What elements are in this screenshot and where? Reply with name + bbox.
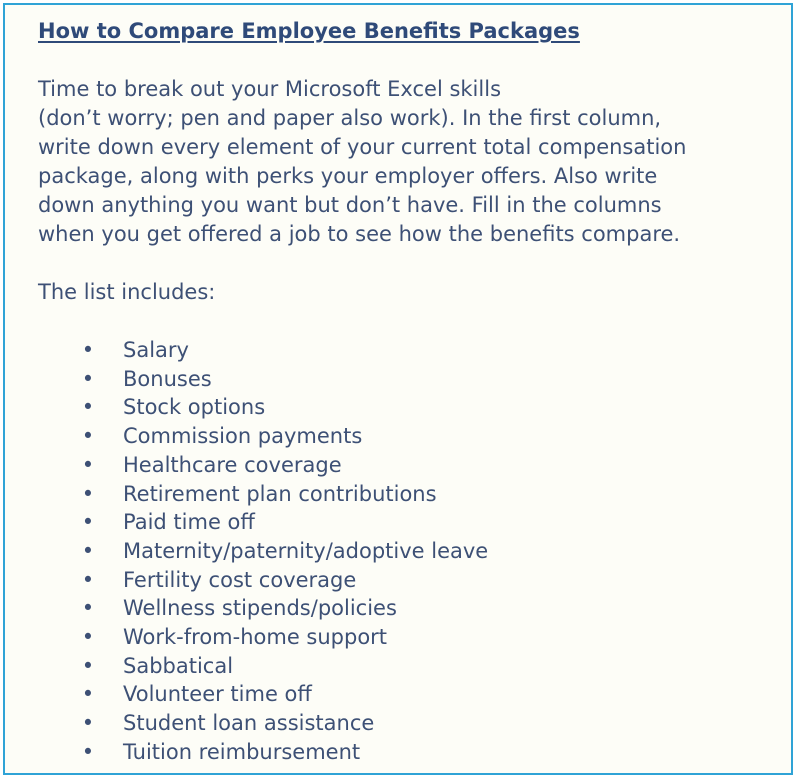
list-item-label: Work-from-home support <box>123 625 388 650</box>
list-item-label: Wellness stipends/policies <box>123 596 397 621</box>
list-item <box>38 393 788 422</box>
list-item-label: Paid time off <box>123 510 255 535</box>
list-item-label: Retirement plan contributions <box>123 481 437 506</box>
bullet-icon: • <box>81 625 95 650</box>
bullet-icon: • <box>81 682 95 707</box>
intro-line: down anything you want but don’t have. Fill in the columns <box>38 193 662 217</box>
bullet-icon: • <box>81 711 95 736</box>
list-item <box>38 680 788 709</box>
callout-content <box>38 17 788 767</box>
list-lead: The list includes: <box>38 280 216 304</box>
intro-line: (don’t worry; pen and paper also work). In the first column, <box>38 106 662 130</box>
callout-title: How to Compare Employee Benefits Packages <box>38 19 580 43</box>
bullet-icon: • <box>81 653 95 678</box>
bullet-icon: • <box>81 424 95 449</box>
list-item-label: Tuition reimbursement <box>123 739 361 764</box>
list-item-label: Student loan assistance <box>123 711 375 736</box>
list-item-label: Volunteer time off <box>123 682 312 707</box>
list-item <box>38 365 788 394</box>
bullet-icon: • <box>81 338 95 362</box>
list-item <box>38 709 788 738</box>
list-item-label: Maternity/paternity/adoptive leave <box>123 538 489 563</box>
list-item <box>38 652 788 681</box>
bullet-icon: • <box>81 538 95 563</box>
list-item <box>38 336 788 365</box>
list-item-label: Fertility cost coverage <box>123 567 357 592</box>
list-item <box>38 566 788 595</box>
list-item-label: Commission payments <box>123 424 363 449</box>
benefits-callout-box <box>3 3 793 775</box>
list-item <box>38 623 788 652</box>
list-item <box>38 480 788 509</box>
intro-paragraph <box>38 75 788 249</box>
bullet-icon: • <box>81 739 95 764</box>
bullet-icon: • <box>81 481 95 506</box>
list-item <box>38 451 788 480</box>
bullet-icon: • <box>81 596 95 621</box>
list-item-label: Sabbatical <box>123 653 234 678</box>
bullet-icon: • <box>81 452 95 477</box>
list-item-label: Healthcare coverage <box>123 452 342 477</box>
list-item <box>38 594 788 623</box>
list-item <box>38 738 788 767</box>
list-item <box>38 422 788 451</box>
intro-line: package, along with perks your employer offers. Also write <box>38 164 658 188</box>
bullet-icon: • <box>81 567 95 592</box>
intro-line: when you get offered a job to see how the benefits compare. <box>38 222 681 246</box>
bullet-icon: • <box>81 510 95 535</box>
benefits-list <box>38 336 788 767</box>
list-item <box>38 508 788 537</box>
list-item-label: Bonuses <box>123 366 212 391</box>
list-item <box>38 537 788 566</box>
intro-line: Time to break out your Microsoft Excel skills <box>38 77 502 101</box>
bullet-icon: • <box>81 395 95 420</box>
list-item-label: Stock options <box>123 395 266 420</box>
intro-line: write down every element of your current total compensation <box>38 135 687 159</box>
list-item-label: Salary <box>123 338 189 362</box>
bullet-icon: • <box>81 366 95 391</box>
